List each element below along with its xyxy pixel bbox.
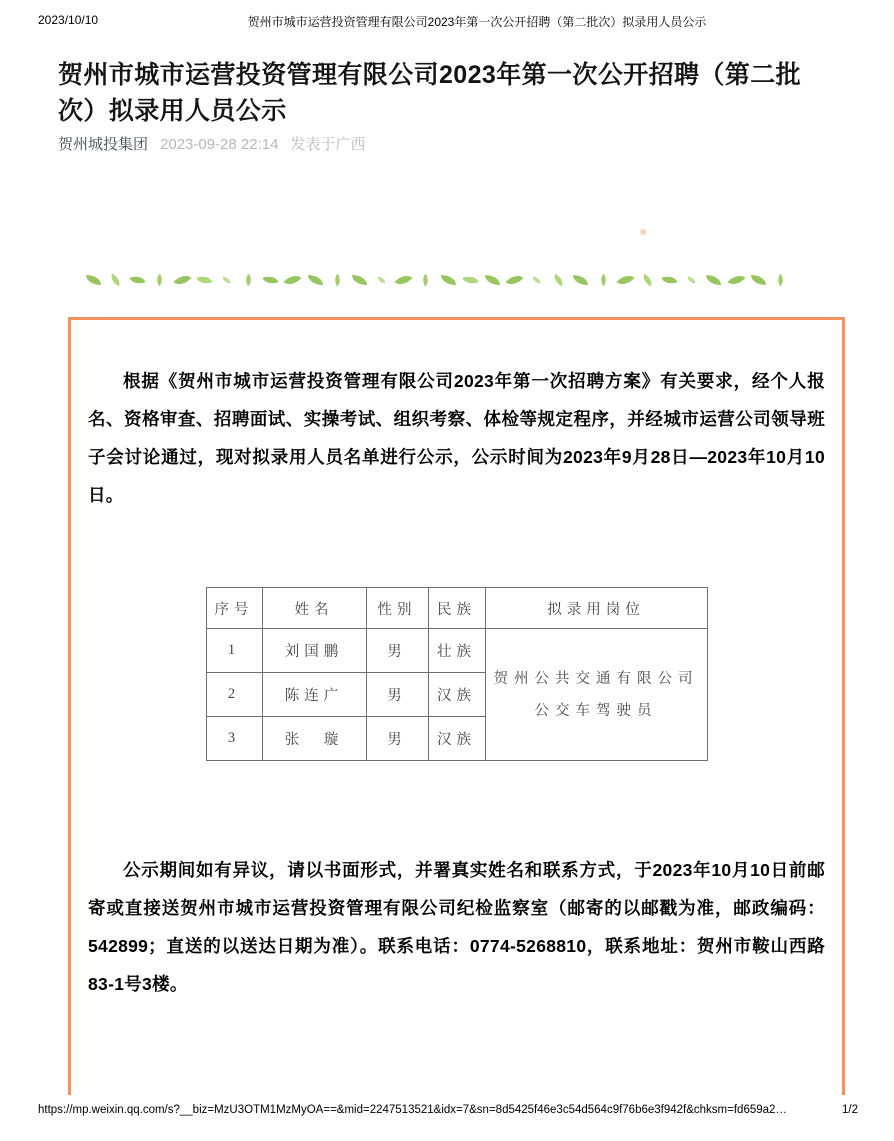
account-name-link[interactable]: 贺州城投集团 [58,136,149,153]
leaf-icon [775,274,786,286]
col-header-gender: 性别 [366,588,428,629]
cell-ethnicity: 汉族 [428,673,485,717]
cell-gender: 男 [366,629,428,673]
leaf-icon [687,277,696,284]
page-number: 1/2 [842,1104,858,1116]
cell-no: 3 [206,717,262,761]
publish-time: 2023-09-28 22:14 [160,136,279,153]
article-byline [58,133,365,154]
leaf-icon [640,274,654,286]
col-header-no: 序号 [206,588,262,629]
cell-ethnicity: 汉族 [428,717,485,761]
leaf-icon [505,271,523,289]
leaf-icon [109,274,123,286]
leaf-icon [263,273,279,286]
leaf-icon [462,273,478,286]
leaf-icon [352,275,367,285]
announcement-paragraph-1: 根据《贺州市城市运营投资管理有限公司2023年第一次招聘方案》有关要求，经个人报名、资格审查、招聘面试、实操考试、组织考察、体检等规定程序，并经城市运营公司领导班子会讨论通过，现对拟录用人员名单进行公示，公示时间为2023年9月28日—2023年10月10日。 [88,371,825,505]
cell-position-merged [485,629,707,761]
leaf-icon [441,275,456,285]
cell-no: 2 [206,673,262,717]
source-url: https://mp.weixin.qq.com/s?__biz=MzU3OTM1MzMyOA==&mid=2247513521&idx=7&sn=8d5425f46e3c54d564c9f76b6e3f942f&chksm=fd659a2… [38,1104,787,1116]
leaf-icon [573,275,588,285]
position-line-1: 贺州公共交通有限公司 [493,670,699,687]
print-header-title: 贺州市城市运营投资管理有限公司2023年第一次公开招聘（第二批次）拟录用人员公示 [247,15,707,29]
announcement-paragraph-2: 公示期间如有异议，请以书面形式，并署真实姓名和联系方式，于2023年10月10日前邮寄或直接送贺州市城市运营投资管理有限公司纪检监察室（邮寄的以邮戳为准，邮政编码：542899；直送的以送达日期为准）。联系电话：0774-5268810，联系地址：贺州市鞍山西路83-1号3楼。 [88,860,825,994]
col-header-name: 姓名 [262,588,366,629]
leaf-icon [616,271,634,289]
cell-no: 1 [206,629,262,673]
cell-name: 陈连广 [262,673,366,717]
col-header-ethnicity: 民族 [428,588,485,629]
col-header-position: 拟录用岗位 [485,588,707,629]
leaf-icon [284,271,302,289]
cell-gender: 男 [366,673,428,717]
leaf-icon [173,271,191,289]
leaf-icon [377,277,386,284]
leaf-icon [485,275,500,285]
print-footer [38,1104,858,1120]
decorative-dot [640,229,646,235]
leaf-icon [751,275,766,285]
cell-ethnicity: 壮族 [428,629,485,673]
table-row [206,629,707,673]
leaf-icon [662,273,678,286]
leaf-icon [395,271,413,289]
leaf-icon [130,273,146,286]
candidates-table [206,587,708,761]
leaf-icon [552,274,566,286]
cell-name: 刘国鹏 [262,629,366,673]
leaf-icon [222,277,231,284]
print-date: 2023/10/10 [38,13,99,27]
leaf-icon [420,274,431,286]
leaf-icon [532,277,541,284]
leaf-icon [598,274,609,286]
publish-location: 发表于广西 [290,136,366,153]
leaf-icon [332,274,343,286]
article-title: 贺州市城市运营投资管理有限公司2023年第一次公开招聘（第二批次）拟录用人员公示 [58,61,802,125]
print-header [0,13,894,31]
leaf-icon [86,275,101,285]
leaf-icon [727,271,745,289]
announcement-content-box [68,317,845,1095]
table-container [71,587,842,761]
cell-gender: 男 [366,717,428,761]
position-line-2: 公交车驾驶员 [534,702,658,719]
leaf-icon [196,273,212,286]
leaf-icon [243,274,254,286]
leaf-divider-decoration [86,267,788,293]
table-header-row [206,588,707,629]
leaf-icon [308,275,323,285]
cell-name: 张 璇 [262,717,366,761]
leaf-icon [155,274,166,286]
leaf-icon [706,275,721,285]
